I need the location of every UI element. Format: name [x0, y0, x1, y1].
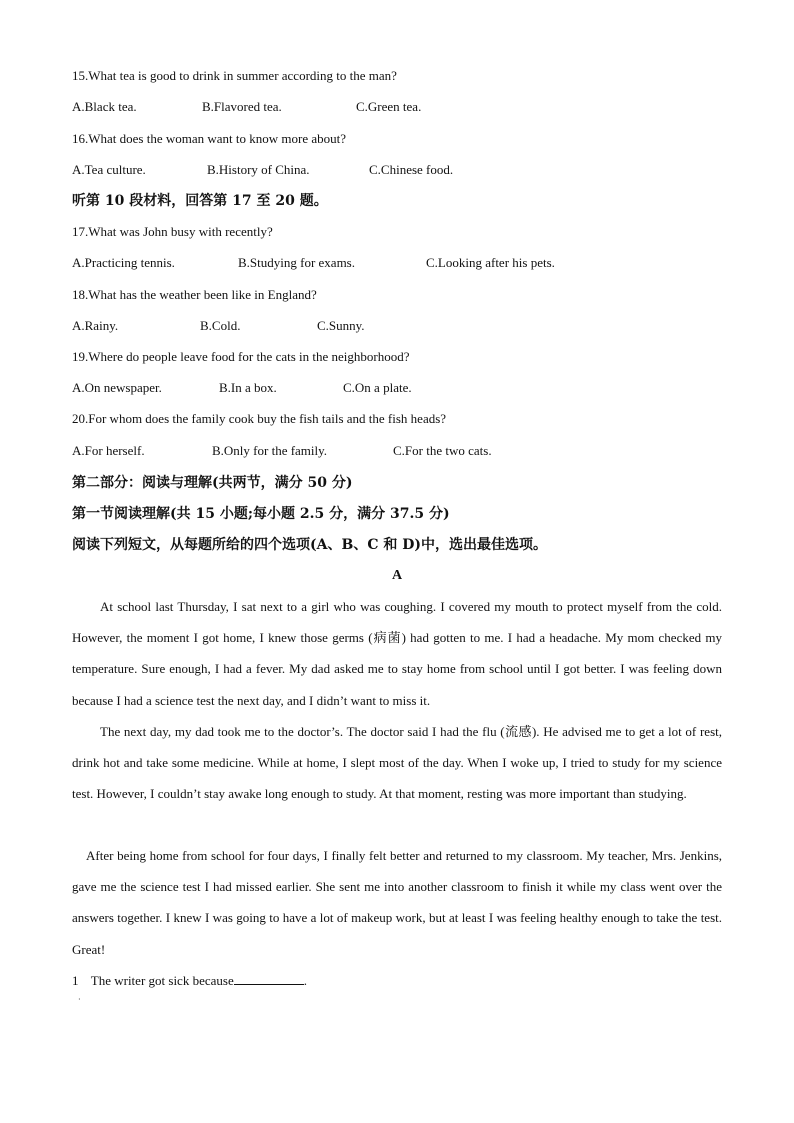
- question-16-option-b: B.History of China.: [207, 162, 310, 177]
- part-two-heading: 第二部分：阅读与理解(共两节，满分 50 分): [72, 475, 353, 491]
- question-16-option-c: C.Chinese food.: [369, 162, 454, 177]
- question-20-option-b: B.Only for the family.: [212, 443, 328, 458]
- question-16-option-a: A.Tea culture.: [72, 162, 146, 177]
- question-18-option-b: B.Cold.: [200, 318, 241, 333]
- question-15-option-b: B.Flavored tea.: [202, 99, 282, 114]
- question-18-option-c: C.Sunny.: [317, 318, 365, 333]
- question-20-stem: 20.For whom does the family cook buy the fish tails and the fish heads?: [72, 411, 447, 426]
- question-19-option-c: C.On a plate.: [343, 380, 412, 395]
- question-18-option-a: A.Rainy.: [72, 318, 119, 333]
- question-17-option-c: C.Looking after his pets.: [426, 255, 555, 270]
- question-18-stem: 18.What has the weather been like in England?: [72, 287, 317, 302]
- question-19-stem: 19.Where do people leave food for the cats in the neighborhood?: [72, 349, 410, 364]
- question-text: The writer got sick because: [90, 973, 234, 988]
- question-16-stem: 16.What does the woman want to know more about?: [72, 131, 347, 146]
- question-15-option-c: C.Green tea.: [356, 99, 422, 114]
- question-15-stem: 15.What tea is good to drink in summer according to the man?: [72, 68, 397, 83]
- question-end: .: [303, 973, 307, 988]
- reading-instruction: 阅读下列短文，从每题所给的四个选项(A、B、C 和 D)中，选出最佳选项。: [72, 537, 547, 553]
- question-19-option-a: A.On newspaper.: [72, 380, 162, 395]
- question-17-option-a: A.Practicing tennis.: [72, 255, 175, 270]
- question-17-option-b: B.Studying for exams.: [238, 255, 355, 270]
- question-19-option-b: B.In a box.: [219, 380, 277, 395]
- question-20-option-c: C.For the two cats.: [393, 443, 492, 458]
- question-number: 1: [72, 973, 79, 988]
- question-17-stem: 17.What was John busy with recently?: [72, 224, 273, 239]
- stray-dot: ·: [78, 995, 81, 1004]
- question-20-option-a: A.For herself.: [72, 443, 145, 458]
- answer-blank: [234, 972, 304, 985]
- passage-paragraph-1: At school last Thursday, I sat next to a girl who was coughing. I covered my mouth to protect myself from the cold. However, the moment I got home, I knew those germs (病菌) had gotten to me. I had a headache. My mom checked my temperature. Sure enough, I had a fever. My dad asked me to stay home from school until I got better. I was feeling down because I had a science test the next day, and I didn’t want to miss it.: [72, 599, 722, 708]
- passage-paragraph-3: After being home from school for four days, I finally felt better and returned to my classroom. My teacher, Mrs. Jenkins, gave me the science test I had missed earlier. She sent me into another classroom to finish it while my class went over the answers together. I knew I was going to have a lot of makeup work, but at least I was feeling healthy enough to take the test. Great!: [72, 848, 722, 957]
- passage-paragraph-2: The next day, my dad took me to the doctor’s. The doctor said I had the flu (流感). He advised me to get a lot of rest, drink hot and take some medicine. While at home, I slept most of the day. When I woke up, I tried to study for my science test. However, I couldn’t stay awake long enough to study. At that moment, resting was more important than studying.: [72, 724, 722, 802]
- passage-title: A: [391, 568, 403, 583]
- material-10-heading: 听第 10 段材料，回答第 17 至 20 题。: [72, 193, 328, 209]
- question-15-option-a: A.Black tea.: [72, 99, 137, 114]
- section-one-heading: 第一节阅读理解(共 15 小题;每小题 2.5 分，满分 37.5 分): [72, 506, 450, 522]
- comprehension-question-1: [72, 972, 307, 989]
